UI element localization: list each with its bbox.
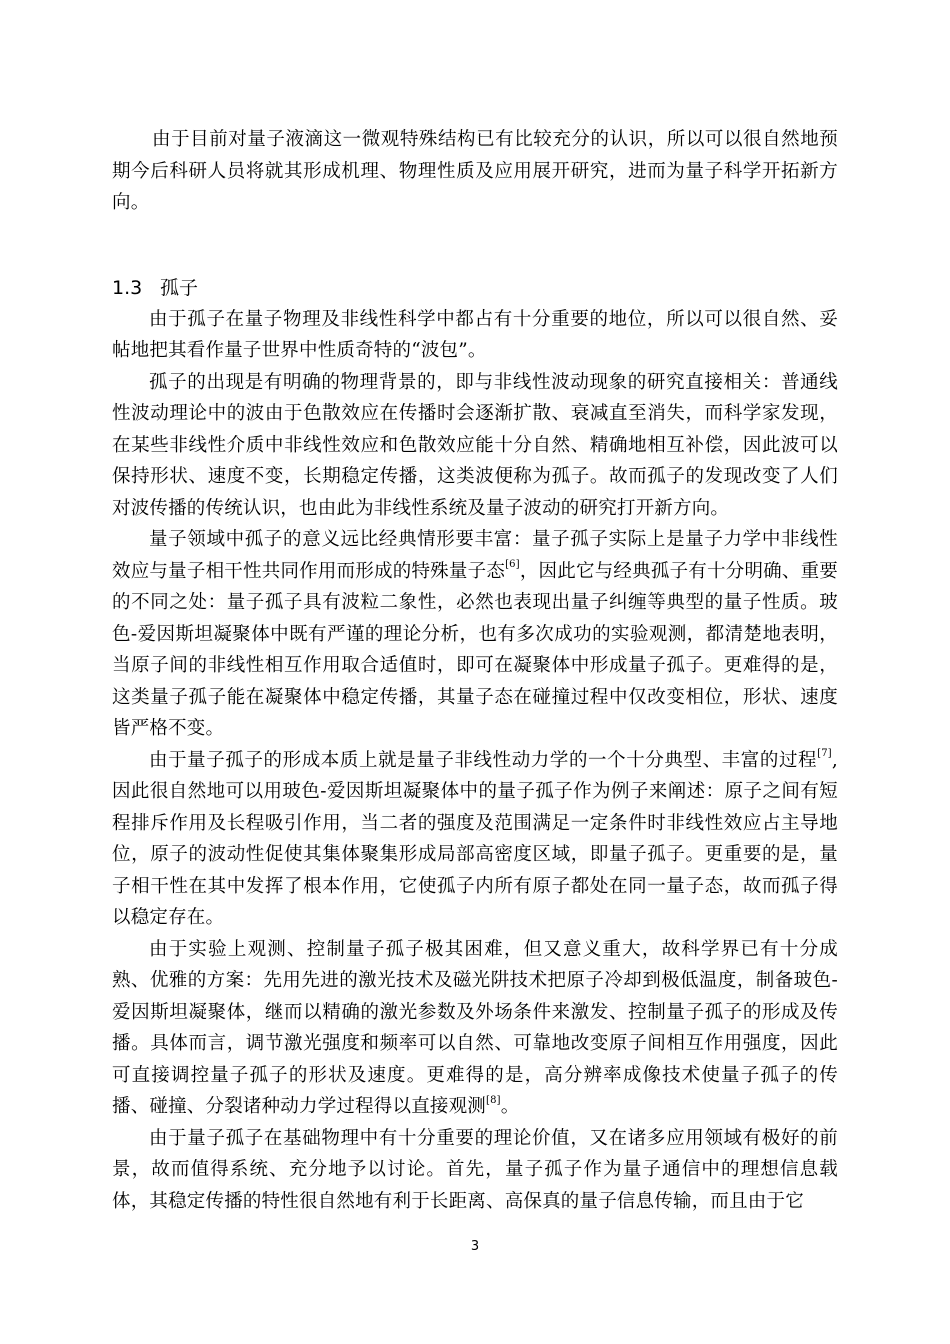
paragraph-1: 由于孤子在量子物理及非线性科学中都占有十分重要的地位，所以可以很自然、妥帖地把其看作量子世界中性质奇特的“波包”。: [112, 308, 838, 361]
paragraph-3-text-a: 量子领域中孤子的意义远比经典情形要丰富：量子孤子实际上是量子力学中非线性效应与量子相干性共同作用而形成的特殊量子态: [112, 529, 838, 582]
citation-8: [8]: [486, 1094, 501, 1106]
paragraph-2: 孤子的出现是有明确的物理背景的，即与非线性波动现象的研究直接相关：普通线性波动理论中的波由于色散效应在传播时会逐渐扩散、衰减直至消失，而科学家发现，在某些非线性介质中非线性效应和色散效应能十分自然、精确地相互补偿，因此波可以保持形状、速度不变，长期稳定传播，这类波便称为孤子。故而孤子的发现改变了人们对波传播的传统认识，也由此为非线性系统及量子波动的研究打开新方向。: [112, 371, 838, 519]
paragraph-5: [112, 934, 838, 1123]
paragraph-6: 由于量子孤子在基础物理中有十分重要的理论价值，又在诸多应用领域有极好的前景，故而值得系统、充分地予以讨论。首先，量子孤子作为量子通信中的理想信息载体，其稳定传播的特性很自然地有利于长距离、高保真的量子信息传输，而且由于它: [112, 1127, 838, 1212]
citation-7: [7]: [817, 748, 832, 760]
paragraph-4-text-b: ,因此很自然地可以用玻色-爱因斯坦凝聚体中的量子孤子作为例子来阐述：原子之间有短程排斥作用及长程吸引作用，当二者的强度及范围满足一定条件时非线性效应占主导地位，原子的波动性促使其集体聚集形成局部高密度区域，即量子孤子。更重要的是，量子相干性在其中发挥了根本作用，它使孤子内所有原子都处在同一量子态，故而孤子得以稳定存在。: [112, 749, 838, 928]
paragraph-5-text-a: 由于实验上观测、控制量子孤子极其困难，但又意义重大，故科学界已有十分成熟、优雅的方案：先用先进的激光技术及磁光阱技术把原子冷却到极低温度，制备玻色-爱因斯坦凝聚体，继而以精确的激光参数及外场条件来激发、控制量子孤子的形成及传播。具体而言，调节激光强度和频率可以自然、可靠地改变原子间相互作用强度，因此可直接调控量子孤子的形状及速度。更难得的是，高分辨率成像技术使量子孤子的传播、碰撞、分裂诸种动力学过程得以直接观测: [112, 938, 838, 1117]
paragraph-3-text-b: ，因此它与经典孤子有十分明确、重要的不同之处：量子孤子具有波粒二象性，必然也表现出量子纠缠等典型的量子性质。玻色-爱因斯坦凝聚体中既有严谨的理论分析，也有多次成功的实验观测，都清楚地表明，当原子间的非线性相互作用取合适值时，即可在凝聚体中形成量子孤子。更难得的是，这类量子孤子能在凝聚体中稳定传播，其量子态在碰撞过程中仅改变相位，形状、速度皆严格不变。: [112, 560, 839, 739]
paragraph-5-text-b: 。: [500, 1096, 520, 1117]
section-title: 孤子: [160, 276, 199, 299]
paragraph-4: [112, 745, 838, 934]
paragraph-4-text-a: 由于量子孤子的形成本质上就是量子非线性动力学的一个十分典型、丰富的过程: [149, 749, 818, 771]
citation-6: [6]: [505, 559, 520, 571]
section-heading: [112, 273, 838, 304]
section-number: 1.3: [112, 276, 143, 299]
page-content: [112, 124, 838, 1217]
intro-paragraph: 由于目前对量子液滴这一微观特殊结构已有比较充分的认识，所以可以很自然地预期今后科研人员将就其形成机理、物理性质及应用展开研究，进而为量子科学开拓新方向。: [112, 129, 838, 213]
paragraph-3: [112, 524, 838, 745]
page-number: 3: [470, 1239, 480, 1254]
